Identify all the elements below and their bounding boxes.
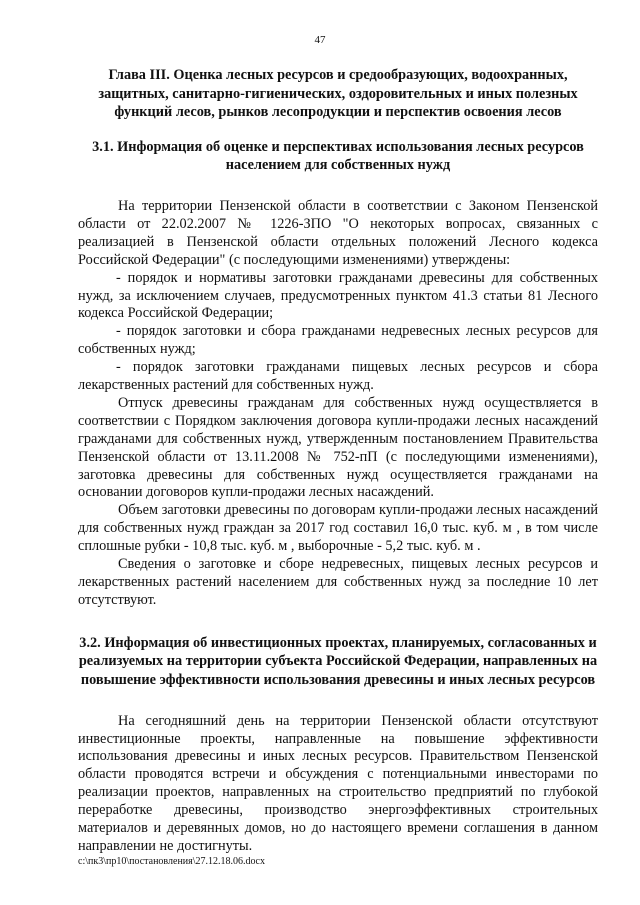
section-3-1-list-item: - порядок заготовки и сбора гражданами недревесных лесных ресурсов для собственных нужд; <box>78 323 598 358</box>
section-3-2-paragraph: На сегодняшний день на территории Пензенской области отсутствуют инвестиционные проекты, направленные на повышение эффективности использования древесины и иных лесных ресурсов. Правительством Пензенской области проводятся встречи и обсуждения с потенциальными инвесторами по реализации проектов, направленных на строительство предприятий по глубокой переработке древесины, производство энергоэффективных строительных материалов и деревянных домов, но до настоящего времени соглашения в данном направлении не достигнуты. <box>78 712 598 854</box>
page-content <box>78 66 598 856</box>
chapter-title: Глава III. Оценка лесных ресурсов и средообразующих, водоохранных, защитных, санитарно-гигиенических, оздоровительных и иных полезных функций лесов, рынков лесопродукции и перспектив освоения лесов <box>98 67 578 121</box>
footer-file-path: c:\пк3\пр10\постановления\27.12.18.06.docx <box>78 856 265 867</box>
section-3-2-title: 3.2. Информация об инвестиционных проектах, планируемых, согласованных и реализуемых на территории субъекта Российской Федерации, направленных на повышение эффективности использования древесины и иных лесных ресурсов <box>78 634 598 688</box>
section-3-1-list-item: - порядок и нормативы заготовки гражданами древесины для собственных нужд, за исключением случаев, предусмотренных пунктом 41.3 статьи 81 Лесного кодекса Российской Федерации; <box>78 269 598 322</box>
section-3-1-paragraph: Отпуск древесины гражданам для собственных нужд осуществляется в соответствии с Порядком заключения договора купли-продажи лесных насаждений гражданами для собственных нужд, утвержденным постановлением Правительства Пензенской области от 13.11.2008 № 752-пП (с последующими изменениями), заготовка древесины для собственных нужд осуществляется гражданами на основании договоров купли-продажи лесных насаждений. <box>78 394 598 501</box>
section-3-1-list-item: - порядок заготовки гражданами пищевых лесных ресурсов и сбора лекарственных растений для собственных нужд. <box>78 359 598 394</box>
section-3-1-paragraph: На территории Пензенской области в соответствии с Законом Пензенской области от 22.02.2007 № 1226-ЗПО "О некоторых вопросах, связанных с реализацией в Пензенской области отдельных положений Лесного кодекса Российской Федерации" (с последующими изменениями) утверждены: <box>78 197 598 268</box>
section-3-1-title: 3.1. Информация об оценке и перспективах использования лесных ресурсов населением для собственных нужд <box>92 138 584 174</box>
section-3-1-paragraph: Объем заготовки древесины по договорам купли-продажи лесных насаждений для собственных нужд граждан за 2017 год составил 16,0 тыс. куб. м , в том числе сплошные рубки - 10,8 тыс. куб. м , выборочные - 5,2 тыс. куб. м . <box>78 502 598 555</box>
page-number: 47 <box>314 34 326 46</box>
section-3-1-paragraph: Сведения о заготовке и сборе недревесных, пищевых лесных ресурсов и лекарственных растений населением для собственных нужд за последние 10 лет отсутствуют. <box>78 556 598 608</box>
